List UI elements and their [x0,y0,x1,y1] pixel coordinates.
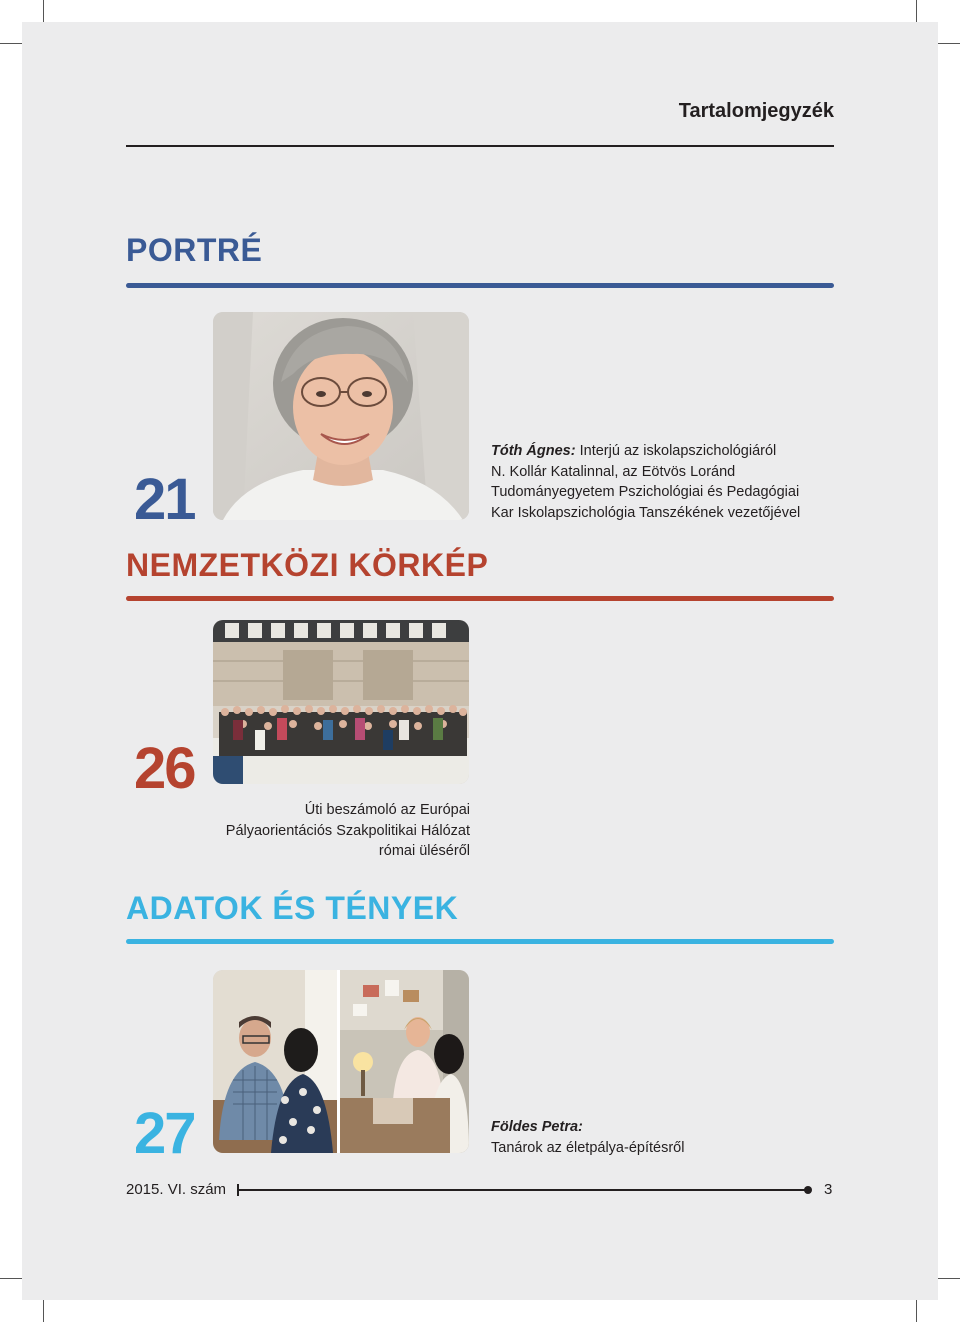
crop-mark [43,1300,44,1322]
crop-mark [938,43,960,44]
group-photo[interactable] [213,620,469,784]
portre-line: Tudományegyetem Pszichológiai és Pedagógiai [491,484,800,500]
portre-author: Tóth Ágnes: [491,443,576,459]
nemzetkozi-description[interactable] [226,800,470,862]
section-title-portre: PORTRÉ [126,232,263,268]
crop-mark [916,1300,917,1322]
section-bar-adatok [126,939,834,944]
portre-line: N. Kollár Katalinnal, az Eötvös Loránd [491,463,736,480]
section-title-adatok: ADATOK ÉS TÉNYEK [126,890,459,926]
adatok-lead[interactable]: Tanárok az életpálya-építésről [491,1139,685,1156]
portrait-photo[interactable] [213,312,469,520]
footer-rule-end-dot [804,1186,812,1194]
crop-mark [938,1278,960,1279]
adatok-author: Földes Petra: [491,1119,583,1135]
nemzetkozi-line: Úti beszámoló az Európai [304,802,470,818]
crop-mark [0,1278,22,1279]
portre-lead[interactable]: Interjú az iskolapszichológiáról [579,443,777,459]
page-number-adatok: 27 [134,1101,195,1166]
crop-mark [43,0,44,22]
adatok-description [491,1117,684,1158]
nemzetkozi-line: római üléséről [378,843,470,859]
crop-mark [0,43,22,44]
page-title: Tartalomjegyzék [678,100,834,122]
issue-label: 2015. VI. szám [126,1181,227,1198]
counseling-photo-icon [213,970,469,1153]
footer-rule [237,1189,807,1191]
portrait-photo-icon [213,312,469,520]
page-number: 3 [824,1181,833,1198]
page-number-portre: 21 [134,467,195,532]
header-rule [126,145,834,147]
page-number-nemzetkozi: 26 [134,736,195,801]
portre-description [491,441,800,523]
section-title-nemzetkozi: NEMZETKÖZI KÖRKÉP [126,547,489,583]
nemzetkozi-line: Pályaorientációs Szakpolitikai Hálózat [225,822,470,839]
crop-mark [916,0,917,22]
section-bar-portre [126,283,834,288]
group-photo-icon [213,620,469,784]
portre-line: Kar Iskolapszichológia Tanszékének vezetőjével [491,504,801,521]
section-bar-nemzetkozi [126,596,834,601]
counseling-photo[interactable] [213,970,469,1153]
